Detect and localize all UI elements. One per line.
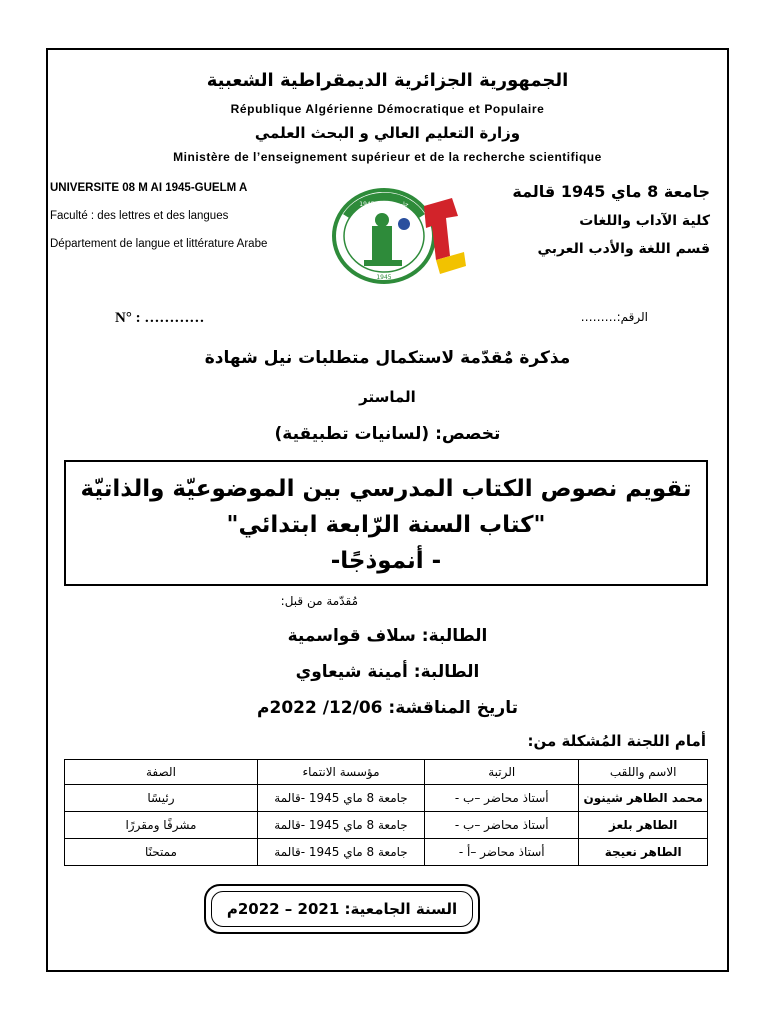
academic-year-box (204, 884, 480, 934)
department-fr: Département de langue et littérature Arabe (50, 238, 268, 250)
number-ar: الرقم:……… (580, 310, 648, 324)
department-ar: قسم اللغة والأدب العربي (537, 241, 710, 257)
defense-date: تاريخ المناقشة: 12/06/ 2022م (257, 698, 518, 718)
thesis-title-line3: - أنموذجًا- (330, 548, 442, 574)
jury-title: أمام اللجنة المُشكلة من: (527, 732, 706, 750)
table-row (65, 839, 708, 866)
university-ar: جامعة 8 ماي 1945 قالمة (512, 182, 710, 201)
number-fr: N° : ………… (115, 310, 205, 326)
faculty-ar: كلية الآداب واللغات (579, 213, 710, 229)
student-1: الطالبة: سلاف قواسمية (287, 626, 488, 646)
specialty: تخصص: (لسانيات تطبيقية) (274, 424, 501, 444)
logo-year: 1945 (376, 274, 392, 281)
header-institution: مؤسسة الانتماء (257, 760, 424, 785)
ministry-ar: وزارة التعليم العالي و البحث العلمي (254, 124, 521, 142)
thesis-title-line1: تقويم نصوص الكتاب المدرسي بين الموضوعيّة والذاتيّة (80, 476, 692, 502)
republic-fr: République Algérienne Démocratique et Populaire (230, 102, 545, 116)
jury-name: محمد الطاهر شينون (579, 785, 708, 812)
jury-name: الطاهر نعيجة (579, 839, 708, 866)
jury-rank: أستاذ محاضر –ب - (425, 812, 579, 839)
institution-ar (512, 182, 710, 257)
logo-globe (398, 218, 410, 230)
jury-header-row (65, 760, 708, 785)
header-role: الصفة (65, 760, 258, 785)
institution-fr (50, 182, 267, 266)
jury-rank: أستاذ محاضر –أ - (425, 839, 579, 866)
faculty-fr: Faculté : des lettres et des langues (50, 210, 229, 222)
jury-name: الطاهر بلعز (579, 812, 708, 839)
jury-rank: أستاذ محاضر –ب - (425, 785, 579, 812)
thesis-title-line2: "كتاب السنة الرّابعة ابتدائي" (226, 512, 546, 538)
logo-figure (372, 226, 392, 262)
degree: الماستر (359, 388, 416, 406)
jury-institution: جامعة 8 ماي 1945 -قالمة (257, 839, 424, 866)
table-row (65, 812, 708, 839)
jury-role: مشرفًا ومقررًا (65, 812, 258, 839)
header-rank: الرتبة (425, 760, 579, 785)
memo-line: مذكرة مٌقدّمة لاستكمال متطلبات نيل شهادة (204, 348, 571, 368)
jury-role: ممتحنًا (65, 839, 258, 866)
jury-role: رئيسًا (65, 785, 258, 812)
thesis-title-box (64, 460, 708, 586)
jury-institution: جامعة 8 ماي 1945 -قالمة (257, 785, 424, 812)
student-2: الطالبة: أمينة شيعاوي (295, 662, 480, 682)
ministry-fr: Ministère de l’enseignement supérieur et de la recherche scientifique (173, 150, 602, 164)
logo-arc-text: جامعة 8 ماي 1945 (359, 201, 409, 208)
jury-institution: جامعة 8 ماي 1945 -قالمة (257, 812, 424, 839)
academic-year: السنة الجامعية: 2021 – 2022م (211, 891, 473, 927)
university-logo (324, 186, 470, 286)
university-fr: UNIVERSITE 08 M AI 1945-GUELM A (50, 182, 248, 194)
republic-ar: الجمهورية الجزائرية الديمقراطية الشعبية (206, 70, 569, 91)
table-row (65, 785, 708, 812)
submitted-by: مُقدّمة من قبل: (280, 594, 358, 608)
jury-table (64, 759, 708, 866)
logo-head (375, 213, 389, 227)
header-name: الاسم واللقب (579, 760, 708, 785)
logo-base (364, 260, 402, 266)
